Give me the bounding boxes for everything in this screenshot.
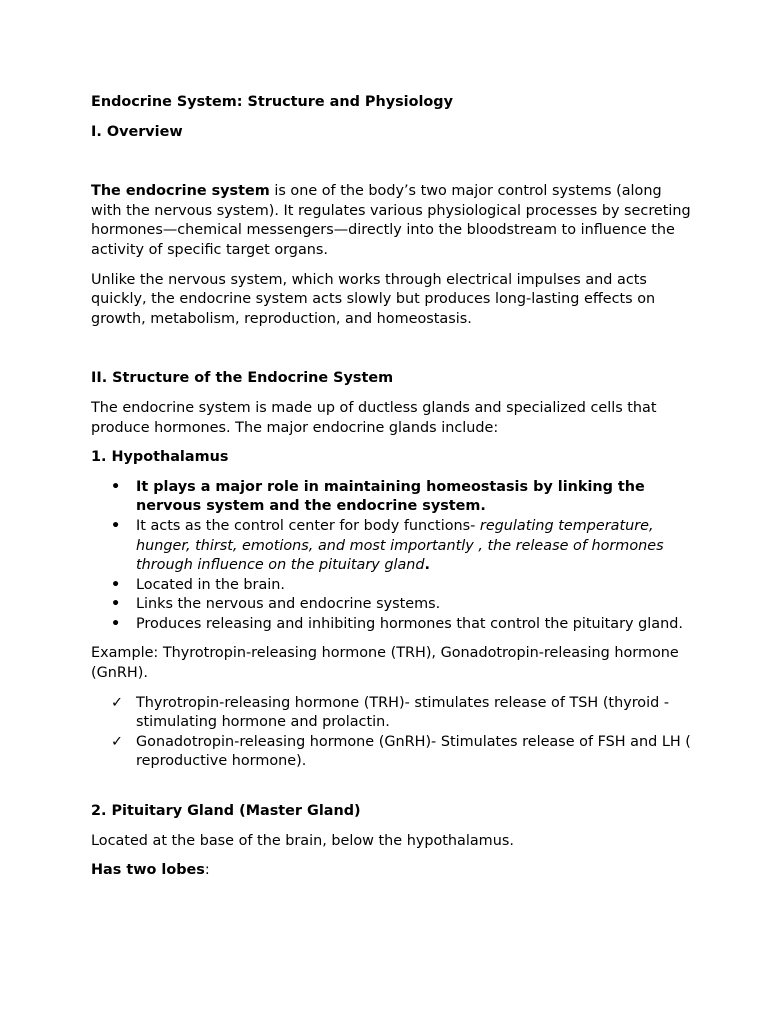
structure-intro: The endocrine system is made up of ductless glands and specialized cells that produce hormones. The major endocrine glands include: [91, 399, 657, 436]
bullet-text: Located in the brain. [136, 576, 285, 593]
bullet-text: Links the nervous and endocrine systems. [136, 596, 441, 613]
hypothalamus-check-list [91, 694, 691, 772]
document-title: Endocrine System: Structure and Physiology [91, 94, 453, 110]
list-item [111, 595, 691, 615]
document-page [91, 91, 691, 881]
list-item [111, 478, 691, 517]
list-item [111, 517, 691, 576]
check-text: Thyrotropin-releasing hormone (TRH)- stimulates release of TSH (thyroid -stimulating hormone and prolactin. [136, 694, 670, 731]
list-item [111, 576, 691, 596]
hypothalamus-heading: 1. Hypothalamus [91, 449, 229, 466]
bullet-text: It plays a major role in maintaining homeostasis by linking the nervous system and the endocrine system. [136, 478, 645, 515]
lobes-colon: : [204, 862, 210, 879]
checkmark-icon: ✓ [111, 694, 124, 711]
bullet-icon: • [111, 576, 121, 593]
bullet-text: Produces releasing and inhibiting hormones that control the pituitary gland. [136, 615, 683, 632]
lobes-bold: Has two lobes [91, 862, 205, 879]
pituitary-heading: 2. Pituitary Gland (Master Gland) [91, 803, 361, 820]
list-item [111, 694, 691, 733]
bullet-icon: • [111, 478, 121, 495]
pituitary-lobes [91, 861, 691, 881]
overview-paragraph-1 [91, 182, 691, 260]
bullet-text: It acts as the control center for body functions- [136, 517, 480, 534]
structure-heading: II. Structure of the Endocrine System [91, 370, 394, 387]
list-item [111, 615, 691, 635]
checkmark-icon: ✓ [111, 733, 124, 750]
bullet-text-italic: regulating temperature, hunger, thirst, emotions, and most importantly , the release of hormones through influence on the pituitary gland [136, 517, 664, 574]
list-item [111, 733, 691, 772]
bullet-icon: • [111, 615, 121, 632]
pituitary-location: Located at the base of the brain, below the hypothalamus. [91, 832, 514, 849]
hypothalamus-example: Example: Thyrotropin-releasing hormone (TRH), Gonadotropin-releasing hormone (GnRH). [91, 645, 679, 682]
hypothalamus-bullet-list [91, 478, 691, 635]
overview-paragraph-1-text: is one of the body’s two major control systems (along with the nervous system). It regulates various physiological processes by secreting hormones—chemical messengers—directly into the bloodstream to influence the activity of specific target organs. [91, 183, 691, 258]
endocrine-system-bold: The endocrine system [91, 183, 270, 200]
check-text: Gonadotropin-releasing hormone (GnRH)- Stimulates release of FSH and LH ( reproductive hormone). [136, 733, 691, 770]
bullet-icon: • [111, 517, 121, 534]
bullet-icon: • [111, 596, 121, 613]
bullet-text-period: . [424, 557, 431, 574]
overview-heading: I. Overview [91, 123, 183, 140]
overview-paragraph-2: Unlike the nervous system, which works through electrical impulses and acts quickly, the endocrine system acts slowly but produces long-lasting effects on growth, metabolism, reproduction, and homeostasis. [91, 271, 656, 327]
